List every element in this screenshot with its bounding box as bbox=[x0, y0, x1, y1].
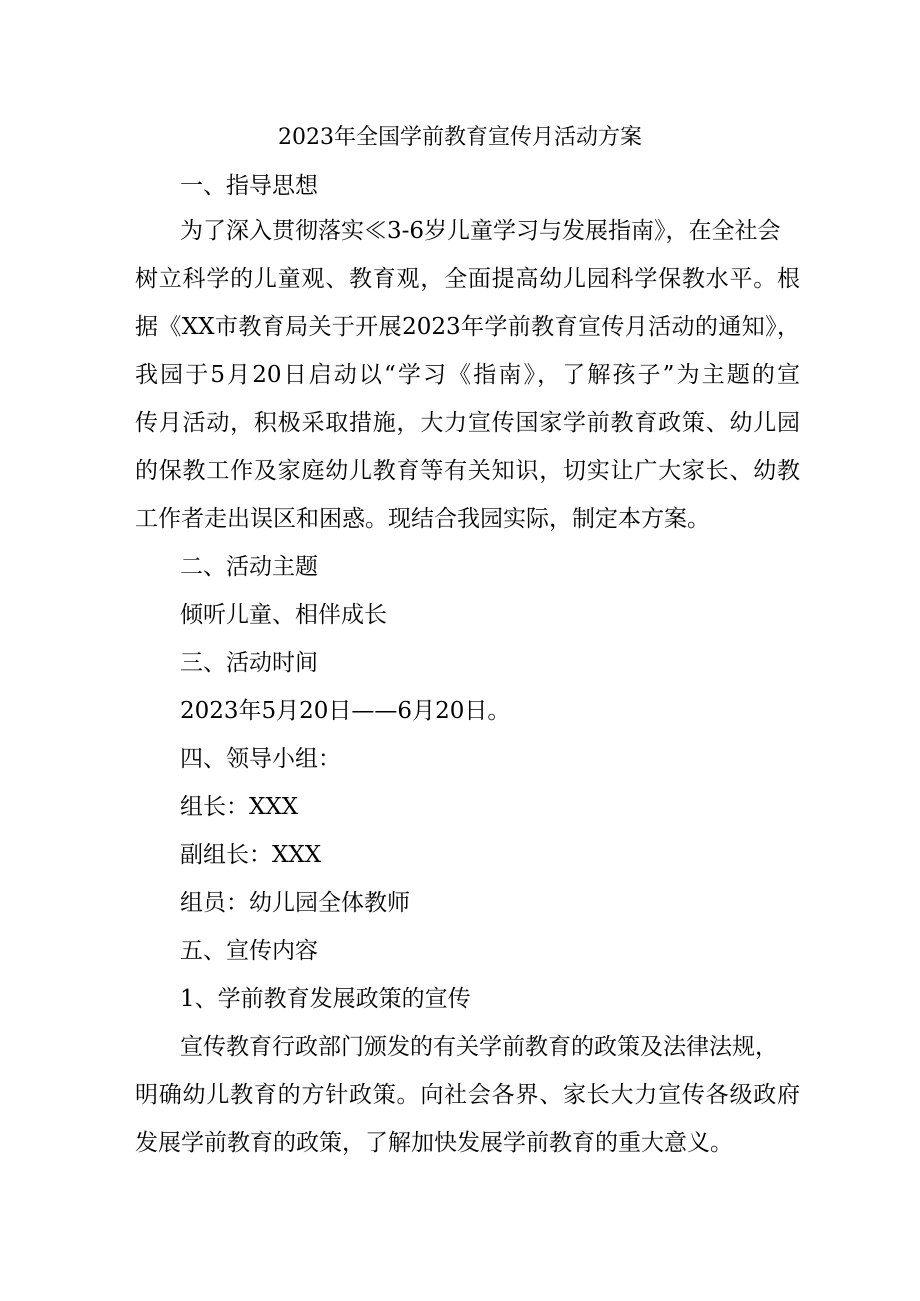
section-1-paragraph-line: 据《XX市教育局关于开展2023年学前教育宣传月活动的通知》， bbox=[135, 314, 800, 340]
group-leader: 组长：XXX bbox=[180, 794, 299, 820]
section-1-paragraph-line: 传月活动，积极采取措施，大力宣传国家学前教育政策、幼儿园 bbox=[135, 410, 800, 436]
section-1-paragraph-line: 树立科学的儿童观、教育观，全面提高幼儿园科学保教水平。根 bbox=[135, 266, 800, 292]
section-1-paragraph-line: 为了深入贯彻落实≪3-6岁儿童学习与发展指南》，在全社会 bbox=[180, 218, 781, 244]
activity-theme: 倾听儿童、相伴成长 bbox=[180, 602, 387, 628]
section-5-heading: 五、宣传内容 bbox=[180, 938, 318, 964]
section-4-heading: 四、领导小组： bbox=[180, 746, 341, 772]
document-title: 2023年全国学前教育宣传月活动方案 bbox=[278, 125, 642, 150]
deputy-leader: 副组长：XXX bbox=[180, 842, 322, 868]
section-5-sub-1-heading: 1、学前教育发展政策的宣传 bbox=[180, 986, 471, 1012]
section-1-heading: 一、指导思想 bbox=[180, 173, 318, 199]
section-1-paragraph-line: 的保教工作及家庭幼儿教育等有关知识，切实让广大家长、幼教 bbox=[135, 458, 800, 484]
section-5-paragraph-line: 宣传教育行政部门颁发的有关学前教育的政策及法律法规， bbox=[180, 1034, 778, 1060]
section-5-paragraph-line: 发展学前教育的政策，了解加快发展学前教育的重大意义。 bbox=[135, 1130, 733, 1156]
group-members: 组员：幼儿园全体教师 bbox=[180, 890, 410, 916]
section-5-paragraph-line: 明确幼儿教育的方针政策。向社会各界、家长大力宣传各级政府 bbox=[135, 1082, 800, 1108]
section-3-heading: 三、活动时间 bbox=[180, 650, 318, 676]
activity-time: 2023年5月20日——6月20日。 bbox=[180, 698, 511, 724]
section-2-heading: 二、活动主题 bbox=[180, 554, 318, 580]
section-1-paragraph-line: 工作者走出误区和困惑。现结合我园实际，制定本方案。 bbox=[135, 506, 710, 532]
section-1-paragraph-line: 我园于5月20日启动以“学习《指南》，了解孩子”为主题的宣 bbox=[135, 362, 800, 388]
